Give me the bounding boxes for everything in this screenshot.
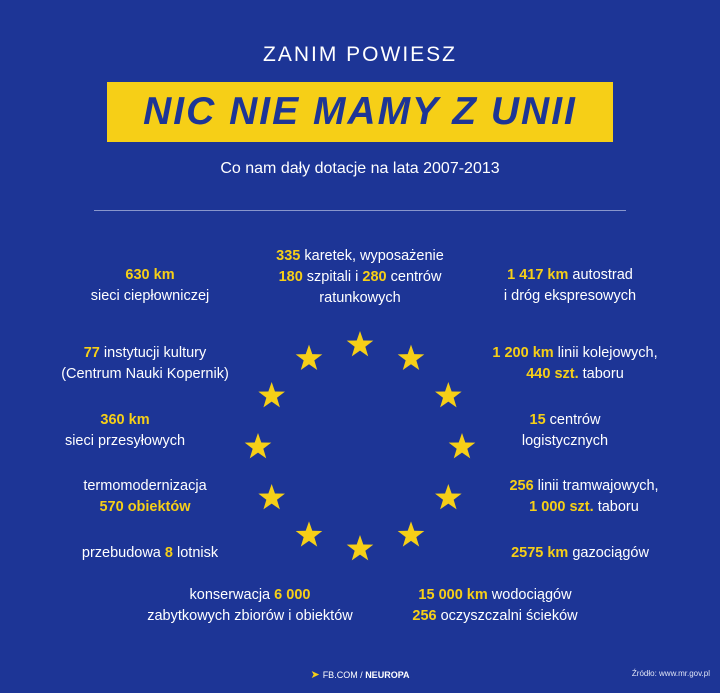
page-title: NIC NIE MAMY Z UNII <box>143 90 577 133</box>
item-highways <box>470 265 670 307</box>
star-icon <box>398 345 425 370</box>
paper-plane-icon: ➤ <box>310 669 320 681</box>
footer-source: Źródło: www.mr.gov.pl <box>631 669 710 678</box>
star-icon <box>449 433 476 458</box>
highways-text: autostrad <box>568 267 633 283</box>
star-icon <box>296 345 323 370</box>
hospitals-text: szpitali i <box>302 269 363 285</box>
footer-prefix: FB.COM / <box>322 670 366 680</box>
logistics-count: 15 <box>529 412 546 428</box>
star-icon <box>296 521 323 546</box>
sewage-text: oczyszczalni ścieków <box>436 608 578 624</box>
culture-count: 77 <box>83 345 100 361</box>
ambulances-count: 335 <box>276 248 301 264</box>
star-icon <box>435 484 462 509</box>
star-icon <box>347 535 374 560</box>
item-gas <box>490 543 670 564</box>
item-transmission <box>50 410 200 452</box>
star-icon <box>398 521 425 546</box>
transmission-text: sieci przesyłowych <box>64 433 186 449</box>
airports-text: przebudowa <box>81 545 165 561</box>
hospitals-count: 180 <box>278 269 303 285</box>
footer-brand <box>0 668 720 681</box>
highways-text-2: i dróg ekspresowych <box>503 288 637 304</box>
star-icon <box>258 382 285 407</box>
star-icon <box>435 382 462 407</box>
rescue-centers-text: centrów <box>386 269 442 285</box>
water-value: 15 000 km <box>418 587 488 603</box>
kicker: ZANIM POWIESZ <box>263 43 457 66</box>
rescue-centers-count: 280 <box>362 269 387 285</box>
item-logistics <box>500 410 630 452</box>
item-railways <box>470 343 680 385</box>
trams-count: 256 <box>509 478 534 494</box>
culture-note: (Centrum Nauki Kopernik) <box>61 366 229 382</box>
railways-value: 1 200 km <box>492 345 554 361</box>
item-water <box>400 585 590 627</box>
subtitle: Co nam dały dotacje na lata 2007-2013 <box>220 160 500 177</box>
thermo-text: termomodernizacja <box>83 478 207 494</box>
item-culture <box>40 343 250 385</box>
airports-text-2: lotnisk <box>172 545 219 561</box>
footer-brand-name: NEUROPA <box>365 670 410 680</box>
item-heritage <box>130 585 370 627</box>
highways-value: 1 417 km <box>507 267 569 283</box>
item-trams <box>484 476 684 518</box>
heritage-count: 6 000 <box>274 587 311 603</box>
airports-count: 8 <box>164 545 173 561</box>
item-thermo <box>60 476 230 518</box>
star-icon <box>245 433 272 458</box>
item-heating <box>60 265 240 307</box>
heating-value: 630 km <box>125 267 175 283</box>
trams-text-2: taboru <box>593 499 639 515</box>
thermo-value: 570 obiektów <box>99 499 191 515</box>
rescue-centers-text-2: ratunkowych <box>319 290 401 306</box>
water-text: wodociągów <box>487 587 572 603</box>
trams-text: linii tramwajowych, <box>533 478 659 494</box>
railways-text: linii kolejowych, <box>553 345 658 361</box>
heritage-text: konserwacja <box>189 587 275 603</box>
logistics-text-2: logistycznych <box>521 433 609 449</box>
item-airports <box>60 543 240 564</box>
railways-rolling-stock: 440 szt. <box>526 366 579 382</box>
trams-rolling-stock: 1 000 szt. <box>529 499 594 515</box>
ambulances-text: karetek, wyposażenie <box>300 248 444 264</box>
star-icon <box>347 331 374 356</box>
culture-text: instytucji kultury <box>99 345 207 361</box>
railways-text-2: taboru <box>578 366 624 382</box>
heritage-text-2: zabytkowych zbiorów i obiektów <box>147 608 353 624</box>
gas-text: gazociągów <box>568 545 649 561</box>
gas-value: 2575 km <box>511 545 569 561</box>
item-ambulances <box>250 246 470 309</box>
star-icon <box>258 484 285 509</box>
logistics-text: centrów <box>545 412 601 428</box>
heating-text: sieci ciepłowniczej <box>90 288 210 304</box>
transmission-value: 360 km <box>100 412 150 428</box>
sewage-count: 256 <box>412 608 437 624</box>
